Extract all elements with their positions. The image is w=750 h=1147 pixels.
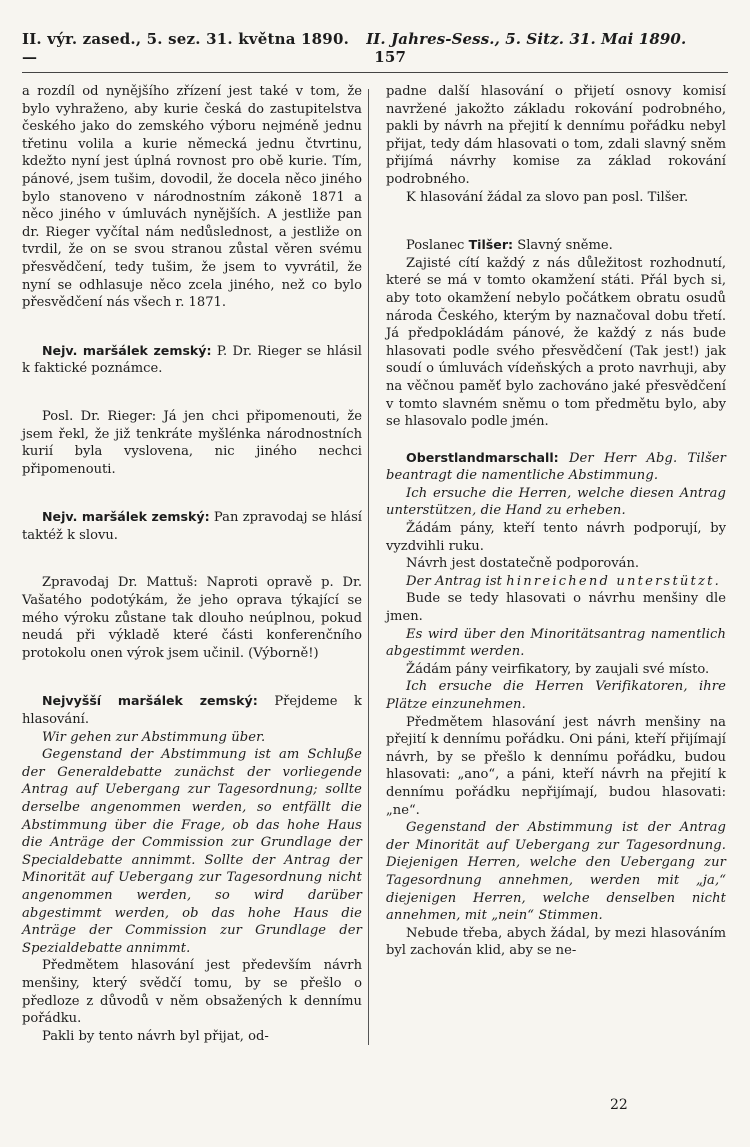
speech-text: Pan zpravodaj se hlásí taktéž k slovu. <box>22 510 362 543</box>
german-paragraph: Ich ersuche die Herren, welche diesen Antrag unterstützen, die Hand zu erheben. <box>386 485 726 519</box>
header-czech: II. výr. zased., 5. sez. 31. května 1890. — <box>22 30 350 66</box>
speech <box>386 449 726 485</box>
running-header <box>22 30 728 73</box>
two-column-body <box>22 83 728 1045</box>
speech <box>22 342 362 378</box>
speech-text: Přejdeme k hlasování. <box>22 694 362 728</box>
german-paragraph: Der Antrag ist hinreichend unterstützt. <box>406 573 721 589</box>
paragraph: a rozdíl od nynějšího zřízení jest také v tom, že bylo vyhraženo, aby kurie česká do zastupitelstva českého jako do zemského výboru nejméně jednu třetinu volila a kurie německá jednu čtvrtinu, kdežto nyní jest úplná rovnost pro obě kurie. Tím, pánové, jsem tušim, dovodil, že docela něco jiného bylo stanoveno v národnostním zákoně 1871 a něco jiného v úmluvách nynějších. A jestliže pan dr. Rieger vyčítal nám nedůslednost, a jestliže on tvrdil, že on se svou stranou zůstal věren svému přesvědčení, tedy tušim, že jsem to vyvrátil, že nyní se odhlasuje něco zcela jiného, než co bylo přesvědčení nás všech r. 1871. <box>22 84 362 311</box>
paragraph: Předmětem hlasování jest především návrh menšiny, který svědčí tomu, by se přešlo o předloze z důvodů v něm obsažených k dennímu pořádku. <box>22 958 362 1027</box>
speaker-name: Nejv. maršálek zemský: <box>42 509 210 525</box>
speaker-name: Posl. Dr. Rieger: <box>42 408 157 424</box>
speaker-name: Zpravodaj Dr. Mattuš: <box>42 575 198 591</box>
paragraph: Předmětem hlasování jest návrh menšiny na přejití k dennímu pořádku. Oni páni, kteří přijímají návrh, by se přešlo k dennímu pořádku, budou hlasovati: „ano“, a páni, kteří návrh na přejití k dennímu pořádku nepřijímají, budou hlasovati: „ne“. <box>386 714 726 818</box>
speaker-name: Tilšer: <box>468 237 514 253</box>
paragraph: Návrh jest dostatečně podporován. <box>406 556 640 572</box>
speech-text: P. Dr. Rieger se hlásil k faktické poznámce. <box>22 343 362 377</box>
speech <box>386 236 726 255</box>
paragraph: K hlasování žádal za slovo pan posl. Tilšer. <box>406 189 689 205</box>
speech <box>22 692 362 728</box>
speech <box>22 508 362 544</box>
page-number: 157 <box>374 48 407 66</box>
speaker-name: Nejvyšší maršálek zemský: <box>42 693 258 709</box>
header-german: II. Jahres-Sess., 5. Sitz. 31. Mai 1890. 157 <box>366 30 687 66</box>
paragraph: Nebude třeba, abych žádal, by mezi hlasováním byl zachován klid, aby se ne- <box>386 925 726 959</box>
speaker-name: Oberstlandmarschall: <box>406 449 559 465</box>
speech <box>22 408 362 478</box>
column-divider <box>368 89 369 1045</box>
speech-text: Der Herr Abg. Tilšer beantragt die namentliche Abstimmung. <box>386 450 726 484</box>
german-paragraph: Gegenstand der Abstimmung ist am Schluße der Generaldebatte zunächst der vorliegende Antrag auf Uebergang zur Tagesordnung; sollte derselbe angenommen werden, so entfällt die Abstimmung über die Frage, ob das hohe Haus die Anträge der Commission zur Grundlage der Specialdebatte annimmt. Sollte der Antrag der Minorität auf Uebergang zur Tagesordnung nicht angenommen werden, so wird darüber abgestimmt werden, ob das hohe Haus die Anträge der Commission zur Grundlage der Spezialdebatte annimmt. <box>22 747 362 956</box>
german-paragraph: Gegenstand der Abstimmung ist der Antrag der Minorität auf Uebergang zur Tagesordnung. Diejenigen Herren, welche den Uebergang zur Tagesordnung annehmen, werden mit „ja,“ diejenigen Herren, welche denselben nicht annehmen, mit „nein“ Stimmen. <box>386 820 726 924</box>
paragraph: Pakli by tento návrh byl přijat, od- <box>42 1028 269 1044</box>
right-column <box>374 83 726 1045</box>
left-column <box>22 83 374 1045</box>
speech-text: Naproti opravě p. Dr. Vašatého podotýkám, že jeho oprava týkající se mého výroku zůstane tak dlouho neúplnou, pokud neudá při výkladě které části konferenčního protokolu onen výrok jsem učinil. (Výborně!) <box>22 575 362 661</box>
paragraph: Bude se tedy hlasovati o návrhu menšiny dle jmen. <box>386 591 726 625</box>
speech-text: Slavný sněme. <box>517 238 613 254</box>
paragraph: Žádám pány veirfikatory, by zaujali své místo. <box>406 661 710 677</box>
paragraph: Žádám pány, kteří tento návrh podporují, by vyzdvihli ruku. <box>386 521 726 554</box>
german-paragraph: Wir gehen zur Abstimmung über. <box>42 729 266 745</box>
speaker-prefix: Poslanec <box>406 238 465 254</box>
speech <box>22 574 362 662</box>
speech-text: Já jen chci připomenouti, že jsem řekl, že již tenkráte myšlénka národnostních kurií byla vyslovena, nic jiného nechci připomenouti. <box>22 408 362 477</box>
speaker-name: Nejv. maršálek zemský: <box>42 342 212 358</box>
paragraph: Zajisté cítí každý z nás důležitost rozhodnutí, které se má v tomto okamžení státi. Přál bych si, aby toto okamžení nebylo počátkem obratu osudů národa Českého, kterým by naznačoval dobu třetí. Já předpokládám pánové, že každý z nás bude hlasovati podle svého přesvědčení (Tak jest!) jak soudí o úmluvách vídeňských a proto navrhuji, aby na věčnou paměť bylo zachováno jaké přesvědčení v tomto slavném sněmu o tom předmětu bylo, aby se hlasovalo podle jmén. <box>386 255 726 430</box>
signature-mark: 22 <box>610 1097 628 1113</box>
paragraph: padne další hlasování o přijetí osnovy komisí navržené jakožto základu rokování podrobného, pakli by návrh na přejití k dennímu pořádku nebyl přijat, tedy dám hlasovati o tom, zdali slavný sněm přijímá návrhy komise za základ rokování podrobného. <box>386 84 726 187</box>
german-paragraph: Es wird über den Minoritätsantrag namentlich abgestimmt werden. <box>386 626 726 660</box>
german-paragraph: Ich ersuche die Herren Verifikatoren, ihre Plätze einzunehmen. <box>386 679 726 712</box>
